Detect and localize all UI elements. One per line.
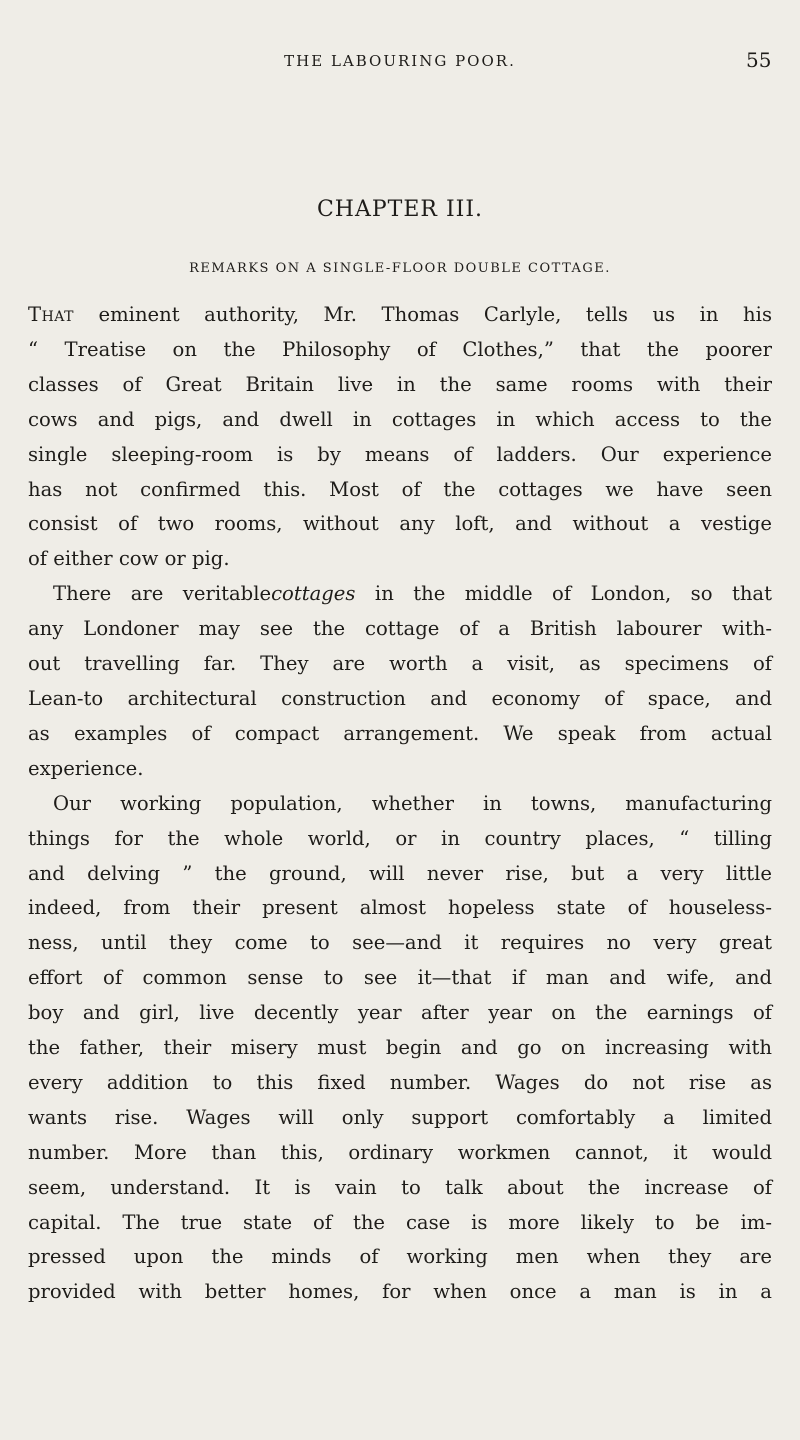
text-line: “ Treatise on the Philosophy of Clothes,” that the poorer [28, 337, 772, 361]
text-line: the father, their misery must begin and go on increasing with [28, 1036, 772, 1060]
running-head: THE LABOURING POOR. [284, 52, 516, 70]
text-line: capital. The true state of the case is more likely to be im- [28, 1210, 772, 1234]
text-line: has not confirmed this. Most of the cottages we have seen [28, 477, 772, 501]
text-line: experience. [28, 756, 144, 780]
text-line: indeed, from their present almost hopeless state of houseless- [28, 896, 772, 920]
text-line: effort of common sense to see it—that if man and wife, and [28, 966, 772, 990]
text-line: Our working population, whether in towns, manufacturing [53, 791, 772, 815]
text-line: wants rise. Wages will only support comfortably a limited [28, 1105, 772, 1129]
text-line: out travelling far. They are worth a visit, as specimens of [28, 652, 772, 676]
body-text [28, 298, 772, 1310]
text-line: as examples of compact arrangement. We speak from actual [28, 721, 772, 745]
text-line: classes of Great Britain live in the same rooms with their [28, 372, 772, 396]
text-line: That eminent authority, Mr. Thomas Carlyle, tells us in his [28, 303, 772, 326]
chapter-title: CHAPTER III. [316, 197, 484, 222]
text-line: any Londoner may see the cottage of a British labourer with- [28, 617, 772, 641]
text-line: of either cow or pig. [28, 547, 230, 571]
text-line: pressed upon the minds of working men when they are [28, 1245, 772, 1269]
text-line: and delving ” the ground, will never rise, but a very little [28, 861, 772, 885]
text-line: ness, until they come to see—and it requires no very great [28, 931, 772, 955]
text-line: number. More than this, ordinary workmen cannot, it would [28, 1140, 772, 1164]
text-line: There are veritablecottages in the middle of London, so that [53, 582, 772, 606]
text-line: provided with better homes, for when once a man is in a [28, 1280, 772, 1304]
text-line: boy and girl, live decently year after year on the earnings of [28, 1001, 772, 1025]
lead-word: That [28, 303, 74, 326]
italic-word: cottages [271, 582, 356, 606]
text-line: every addition to this fixed number. Wages do not rise as [28, 1070, 772, 1094]
text-line: things for the whole world, or in country places, “ tilling [28, 826, 772, 850]
text-line: cows and pigs, and dwell in cottages in which access to the [28, 407, 772, 431]
text-line: consist of two rooms, without any loft, and without a vestige [28, 512, 772, 536]
text-line: Lean-to architectural construction and economy of space, and [28, 686, 772, 710]
text-line: single sleeping-room is by means of ladders. Our experience [28, 442, 772, 466]
text-line: seem, understand. It is vain to talk about the increase of [28, 1175, 772, 1199]
page-number: 55 [746, 48, 772, 72]
chapter-subtitle: REMARKS ON A SINGLE-FLOOR DOUBLE COTTAGE. [189, 261, 611, 276]
